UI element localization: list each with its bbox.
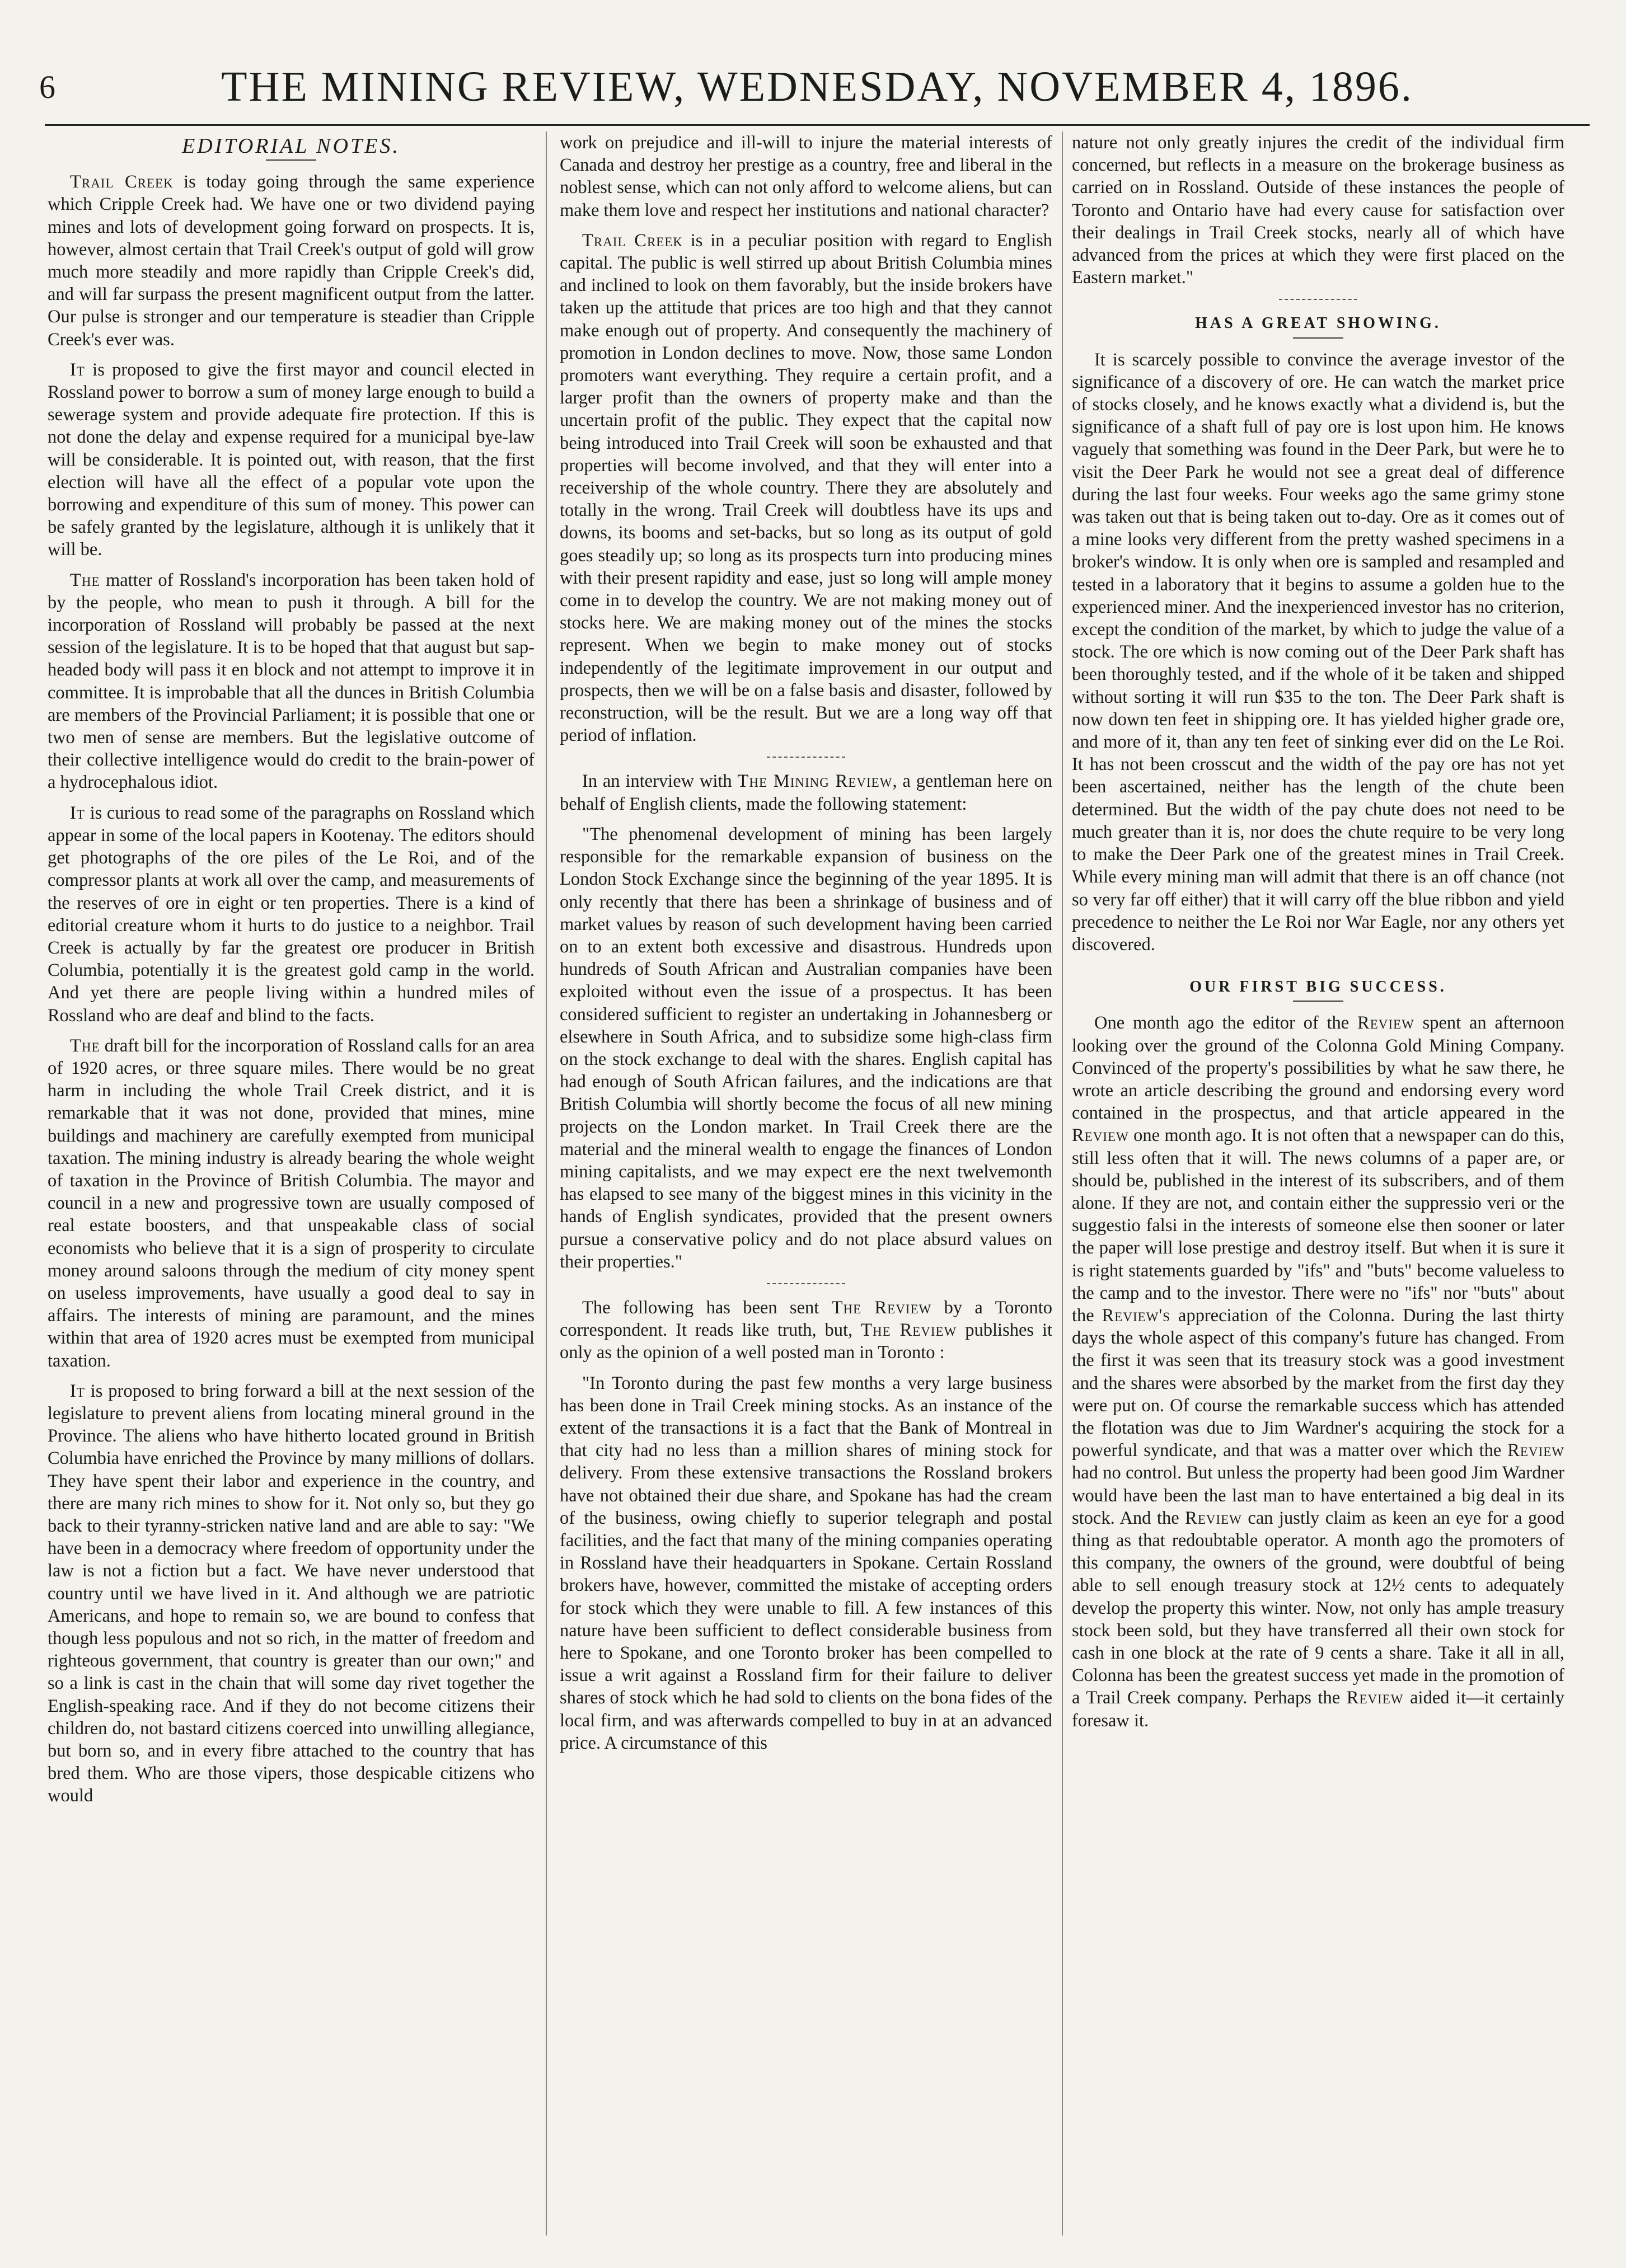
lead-word: Trail Creek (70, 172, 174, 192)
page-number: 6 (39, 68, 55, 105)
paragraph-text: work on prejudice and ill-will to injure the material interests of Canada and destroy her prestige as a country, free and liberal in the noblest sense, which can not only afford to welcome aliens, but can make them love and respect her institutions and national character? (560, 133, 1052, 220)
paragraph-text: spent an afternoon looking over the ground of the Colonna Gold Mining Company. Convinced of the property's possibilities by what he saw there, he wrote an article describing the ground and endorsing every word contained in the prospectus, and that article appeared in the (1072, 1013, 1564, 1124)
section-separator (767, 757, 845, 758)
quotation (560, 1372, 1052, 1754)
column-3 (1072, 132, 1564, 2241)
paragraph (48, 359, 535, 561)
masthead-title: THE MINING REVIEW, WEDNESDAY, NOVEMBER 4, 1896. (221, 63, 1413, 110)
paragraph-text: can justly claim as keen an eye for a good thing as that redoubtable operator. A month ago the promoters of this company, the owners of the ground, were doubtful of being able to sell enough treasury stock at 12½ cents to adequately develop the property this winter. Now, not only has ample treasury stock been sold, but they have transferred all their own stock for cash in one block at the rate of 9 cents a share. Take it all in all, Colonna has been the greatest success yet made in the promotion of a Trail Creek company. Perhaps the (1072, 1508, 1564, 1708)
column-1 (48, 132, 535, 2241)
column-divider-1 (546, 132, 547, 2236)
heading-rule (1293, 337, 1343, 339)
paragraph (48, 569, 535, 794)
paragraph-text: "In Toronto during the past few months a very large business has been done in Trail Creek mining stocks. As an instance of the extent of the transactions it is a fact that the Bank of Montreal in that city had no less than a million shares of mining stock for delivery. From these extensive transactions the Rossland brokers have not obtained their due share, and Spokane has had the cream of the business, owing chiefly to superior telegraph and postal facilities, and the fact that many of the mining companies operating in Rossland have their headquarters in Spokane. Certain Rossland brokers have, however, committed the mistake of accepting orders for stock which they were unable to fill. A few instances of this nature have been sufficient to deflect considerable business from here to Spokane, and one Toronto broker has been compelled to issue a writ against a Rossland firm for their failure to deliver shares of stock which he had sold to clients on the bona fides of the local firm, and was afterwards compelled to buy in at an advanced price. A circumstance of this (560, 1373, 1052, 1753)
paragraph (1072, 349, 1564, 956)
paragraph-text: "The phenomenal development of mining has been largely responsible for the remarkable expansion of business on the London Stock Exchange since the beginning of the year 1895. It is only recently that there has been a shrinkage of business and of market values by reason of such development having been carried on to an extent both excessive and disastrous. Hundreds upon hundreds of South African and Australian companies have been exploited without even the issue of a prospectus. It has been considered sufficient to register an undertaking in Johannesberg or elsewhere in South Africa, and to subsidize some high-class firm on the stock exchange to deal with the shares. English capital has had enough of South African failures, and the indications are that British Columbia will shortly become the focus of all new mining projects on the London market. In Trail Creek there are the material and the mineral wealth to engage the finances of London mining capitalists, and we may expect ere the next twelvemonth has elapsed to see many of the biggest mines in this vicinity in the hands of English syndicates, provided that the present owners pursue a conservative policy and do not place absurd values on their properties." (560, 824, 1052, 1272)
paper-name: Review (1507, 1440, 1564, 1461)
paper-name: Review (1357, 1013, 1414, 1034)
paper-name: Review's (1102, 1305, 1171, 1326)
paper-name: Review (1185, 1508, 1242, 1528)
lead-word: Trail Creek (582, 230, 683, 251)
paragraph (48, 1380, 535, 1807)
paper-name: Review (1072, 1125, 1129, 1146)
paragraph-text: aided it—it certainly foresaw it. (1072, 1688, 1564, 1731)
section-separator (1279, 299, 1357, 300)
paper-name: The Mining Review (737, 771, 893, 792)
column-2 (560, 132, 1052, 2241)
paragraph-text: is proposed to bring forward a bill at the next session of the legislature to prevent aliens from locating mineral ground in the Province. The aliens who have hitherto located ground in British Columbia have enriched the Province by many millions of dollars. They have spent their labor and experience in the country, and there are many rich mines to show for it. Not only so, but they go back to their tyranny-stricken native land and are able to say: "We have been in a democracy where freedom of opportunity under the law is not a fiction but a fact. We have never understood that country until we have lived in it. And although we are patriotic Americans, and hope to remain so, we are bound to confess that though less populous and not so rich, in the matter of freedom and righteous government, that country is greater than our own;" and so a link is cast in the chain that will some day rivet together the English-speaking race. And if they do not become citizens their children do, not bastard citizens coerced into unwilling allegiance, but born so, and in every fibre attached to the country that has bred them. Who are those vipers, those despicable citizens who would (48, 1380, 535, 1806)
paragraph (560, 229, 1052, 747)
paragraph-text: , a gentleman here on behalf of English clients, made the following statement: (560, 771, 1052, 814)
masthead (39, 56, 1595, 118)
paper-name: Review (1346, 1688, 1404, 1708)
paragraph-text: nature not only greatly injures the credit of the individual firm concerned, but reflects in a measure on the brokerage business as carried on in Rossland. Outside of these instances the people of Toronto and Ontario have had every cause for satisfaction over their dealings in Trail Creek stocks, nearly all of which have advanced from the prices at which they were first placed on the Eastern market." (1072, 133, 1564, 288)
lead-word: It (70, 802, 85, 823)
great-showing-heading: HAS A GREAT SHOWING. (1195, 314, 1441, 332)
paragraph-text: draft bill for the incorporation of Rossland calls for an area of 1920 acres, or three square miles. There would be no great harm in including the whole Trail Creek district, and it is remarkable that it was not done, provided that mines, mine buildings and machinery are carefully exempted from municipal taxation. The mining industry is already bearing the whole weight of taxation in the Province of British Columbia. The mayor and council in a new and progressive town are usually composed of real estate boosters, and that unspeakable class of social economists who believe that it is a sign of prosperity to circulate money around saloons through the medium of city money spent on useless improvements, have usually a good deal to say in affairs. The interests of mining are paramount, and the mines within that area of 1920 acres must be exempted from municipal taxation. (48, 1035, 535, 1371)
paragraph (560, 770, 1052, 815)
paragraph (560, 1297, 1052, 1364)
lead-word: The (70, 570, 100, 590)
editorial-notes-heading: EDITORIAL NOTES. (182, 134, 400, 158)
paragraph (48, 171, 535, 351)
paper-name: The Review (831, 1297, 932, 1318)
paragraph-text: is today going through the same experience which Cripple Creek had. We have one or two dividend paying mines and lots of development going forward on prospects. It is, however, almost certain that Trail Creek's output of gold will grow much more steadily and more rapidly than Cripple Creek's did, and will far surpass the present magnificent output from the latter. Our pulse is stronger and our temperature is steadier than Cripple Creek's ever was. (48, 172, 535, 350)
section-separator (767, 1283, 845, 1284)
paragraph-text: is proposed to give the first mayor and council elected in Rossland power to borrow a sum of money large enough to build a sewerage system and provide adequate fire protection. If this is not done the delay and expense required for a municipal bye-law will be considerable. It is pointed out, with reason, that the first election will have all the effect of a popular vote upon the borrowing and expenditure of this sum of money. This power can be safely granted by the legislature, although it is unlikely that it will be. (48, 359, 535, 560)
paragraph-text: one month ago. It is not often that a newspaper can do this, still less often that it will. The news columns of a paper are, or should be, published in the interest of its subscribers, and of them alone. If they are not, and contain either the suppressio veri or the suggestio falsi in the interests of someone else then sooner or later the paper will lose prestige and destroy itself. But when it is sure it is right statements guarded by "ifs" and "buts" become valueless to the camp and to the investor. There were no "ifs" nor "buts" about the (1072, 1125, 1564, 1326)
paragraph-text: by a Toronto correspondent. It reads like truth, but, (560, 1297, 1052, 1341)
paragraph-text: It is scarcely possible to convince the average investor of the significance of a discovery of ore. He can watch the market price of stocks closely, and he knows exactly what a dividend is, but the significance of a shaft full of pay ore is lost upon him. He knows vaguely that something was found in the Deer Park, but were he to visit the Deer Park he would not see a great deal of difference during the last four weeks. Four weeks ago the same grimy stone was taken out that is being taken out to-day. Ore as it comes out of a mine looks very different from the pretty washed specimens in a broker's window. It is only when ore is sampled and resampled and tested in a laboratory that it begins to assume a golden hue to the experienced miner. And the inexperienced investor has no criterion, except the condition of the market, by which to judge the value of a stock. The ore which is now coming out of the Deer Park shaft has been thoroughly tested, and if the whole of it be taken and shipped without sorting it will run $35 to the ton. The Deer Park shaft is now down ten feet in shipping ore. It has yielded higher grade ore, and more of it, than any ten feet of sinking ever did on the Le Roi. It has not been crosscut and the width of the pay ore has not yet been ascertained, neither has the length of the chute been determined. But the width of the pay chute does not need to be much greater than it is, nor does the chute require to be very long to make the Deer Park one of the greatest mines in Trail Creek. While every mining man will admit that there is an off chance (not so very far off either) that it will carry off the blue ribbon and yield precedence to neither the Le Roi nor War Eagle, nor any others yet discovered. (1072, 349, 1564, 955)
quotation (560, 823, 1052, 1273)
paragraph-text: had no control. But unless the property had been good Jim Wardner would have been the last man to have entertained a big deal in its stock. And the (1072, 1463, 1564, 1528)
paragraph-text: One month ago the editor of the (1094, 1013, 1349, 1034)
paragraph (48, 1035, 535, 1372)
paragraph-text: matter of Rossland's incorporation has been taken hold of by the people, who mean to push it through. A bill for the incorporation of Rossland will probably be passed at the next session of the legislature. It is to be hoped that that august but sap-headed body will pass it en block and not attempt to improve it in committee. It is improbable that all the dunces in British Columbia are members of the Provincial Parliament; it is possible that one or two men of sense are members. But the legislative outcome of their collective intelligence would do credit to the brain-power of a hydrocephalous idiot. (48, 570, 535, 793)
paragraph-text: is in a peculiar position with regard to English capital. The public is well stirred up about British Columbia mines and inclined to look on them favorably, but the inside brokers have taken up the attitude that prices are too high and that they cannot make enough out of property. And consequently the machinery of promotion in London declines to move. Now, those same London promoters want everything. They require a certain profit, and a larger profit than the owners of property make and than the uncertain profit of the public. They expect that the capital now being introduced into Trail Creek will soon be exhausted and that properties will become involved, and that they will enter into a receivership of the whole country. There they are absolutely and totally in the wrong. Trail Creek will doubtless have its ups and downs, its booms and set-backs, but so long as its output of gold goes steadily up; so long as its prospects turn into producing mines with their present rapidity and ease, just so long will ample money come in to develop the country. We are not making money out of stocks here. We are making money out of the mines the stocks represent. When we begin to make money out of stocks independently of the legitimate improvement in our output and prospects, then we will be on a false basis and disaster, followed by reconstruction, will be the result. But we are a long way off that period of inflation. (560, 230, 1052, 746)
column-divider-2 (1062, 132, 1063, 2236)
masthead-rule (45, 124, 1590, 126)
paragraph-text: appreciation of the Colonna. During the last thirty days the whole aspect of this company's future has changed. From the first it was seen that its treasury stock was a good investment and the shares were absorbed by the market from the first day they were put on. Of course the remarkable success which has attended the flotation was due to Jim Wardner's acquiring the stock for a powerful syndicate, and that was a matter over which the (1072, 1305, 1564, 1461)
first-big-success-heading: OUR FIRST BIG SUCCESS. (1189, 978, 1447, 996)
paragraph-text: is curious to read some of the paragraphs on Rossland which appear in some of the local papers in Kootenay. The editors should get photographs of the ore piles of the Le Roi, and of the compressor plants at work all over the camp, and measurements of the reserves of ore in eight or ten properties. There is a kind of editorial creature whom it hurts to do justice to a neighbor. Trail Creek is actually by far the greatest ore producer in British Columbia, potentially it is the greatest gold camp in the world. And yet there are people living within a hundred miles of Rossland who are deaf and blind to the facts. (48, 802, 535, 1026)
lead-word: The (70, 1035, 100, 1056)
paragraph (560, 132, 1052, 222)
paper-name: The Review (861, 1320, 957, 1341)
heading-rule (1293, 1001, 1343, 1002)
paragraph-text: In an interview with (582, 771, 732, 792)
paragraph (1072, 132, 1564, 289)
lead-word: It (70, 359, 85, 380)
paragraph (48, 802, 535, 1027)
lead-word: It (70, 1380, 85, 1401)
paragraph-text: publishes it only as the opinion of a well posted man in Toronto : (560, 1320, 1052, 1363)
heading-rule (266, 159, 316, 161)
paragraph (1072, 1012, 1564, 1732)
paragraph-text: The following has been sent (582, 1297, 819, 1318)
